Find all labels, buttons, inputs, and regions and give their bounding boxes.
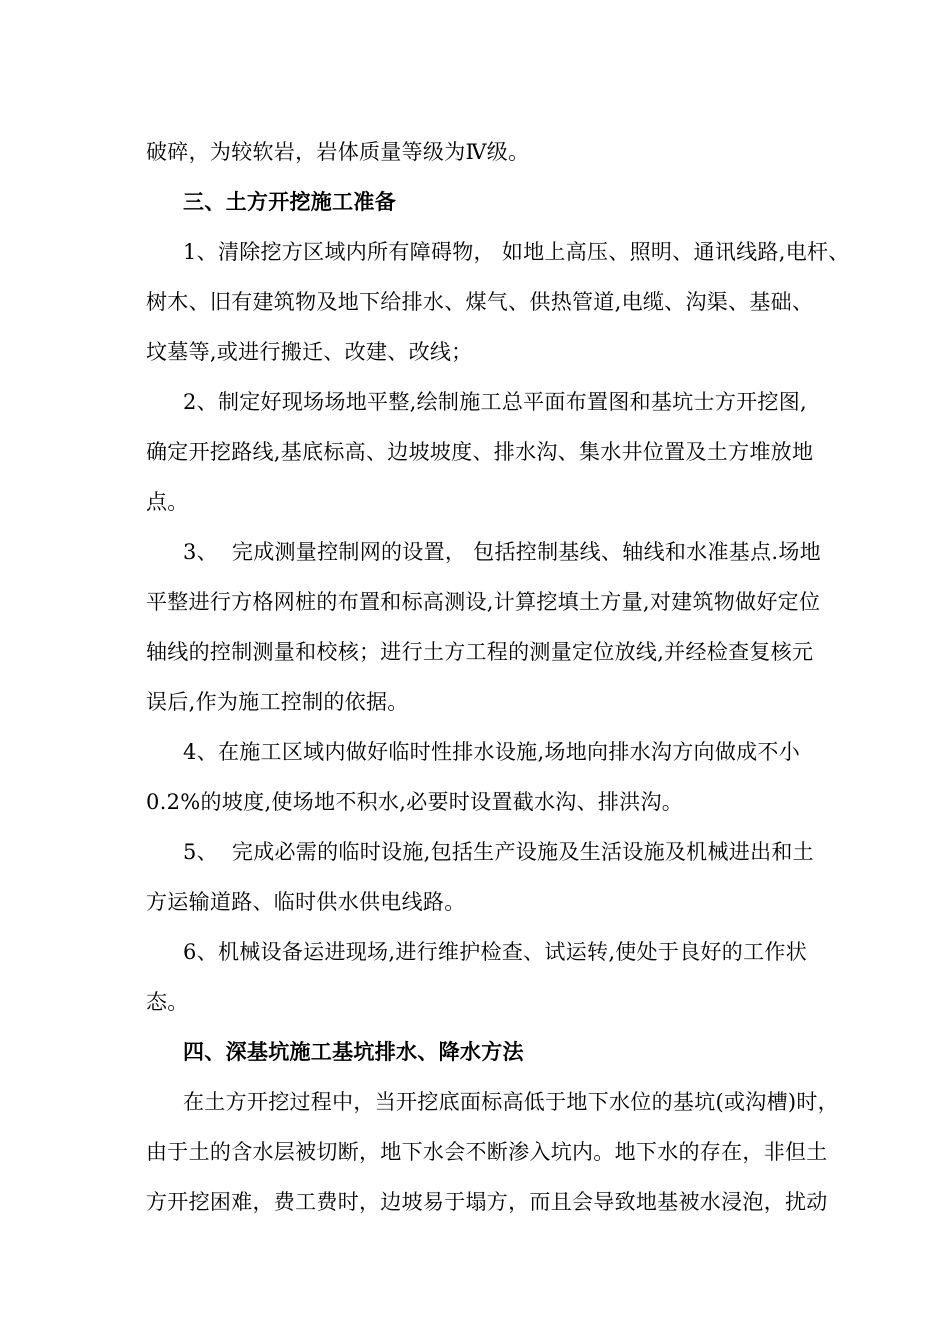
section-heading: 三、土方开挖施工准备 <box>183 190 396 214</box>
text-line: 3、 完成测量控制网的设置， 包括控制基线、轴线和水准基点.场地 <box>183 540 821 564</box>
section-heading: 四、深基坑施工基坑排水、降水方法 <box>183 1040 524 1064</box>
text-line: 点。 <box>146 490 189 514</box>
text-line: 由于土的含水层被切断，地下水会不断渗入坑内。地下水的存在，非但土 <box>146 1140 828 1164</box>
text-line: 在土方开挖过程中，当开挖底面标高低于地下水位的基坑(或沟槽)时， <box>183 1090 839 1114</box>
text-line: 方开挖困难，费工费时，边坡易于塌方，而且会导致地基被水浸泡，扰动 <box>146 1190 828 1214</box>
text-line: 6、机械设备运进现场,进行维护检查、试运转,使处于良好的工作状 <box>183 940 808 964</box>
text-line: 1、清除挖方区域内所有障碍物， 如地上高压、照明、通讯线路,电杆、 <box>183 240 850 264</box>
text-line: 确定开挖路线,基底标高、边坡坡度、排水沟、集水井位置及土方堆放地 <box>146 440 814 464</box>
text-line: 平整进行方格网桩的布置和标高测设,计算挖填土方量,对建筑物做好定位 <box>146 590 821 614</box>
text-line: 态。 <box>146 990 189 1014</box>
text-line: 方运输道路、临时供水供电线路。 <box>146 890 466 914</box>
text-line: 0.2%的坡度,使场地不积水,必要时设置截水沟、排洪沟。 <box>146 790 684 814</box>
text-line: 4、在施工区域内做好临时性排水设施,场地向排水沟方向做成不小 <box>183 740 801 764</box>
text-line: 破碎，为较软岩，岩体质量等级为Ⅳ级。 <box>146 140 530 164</box>
text-line: 坟墓等,或进行搬迁、改建、改线； <box>146 340 473 364</box>
text-line: 5、 完成必需的临时设施,包括生产设施及生活设施及机械进出和土 <box>183 840 814 864</box>
text-line: 树木、旧有建筑物及地下给排水、煤气、供热管道,电缆、沟渠、基础、 <box>146 290 814 314</box>
text-line: 轴线的控制测量和校核；进行土方工程的测量定位放线,并经检查复核元 <box>146 640 814 664</box>
text-line: 误后,作为施工控制的依据。 <box>146 690 409 714</box>
text-line: 2、制定好现场场地平整,绘制施工总平面布置图和基坑士方开挖图, <box>183 390 808 414</box>
document-body <box>146 134 880 1234</box>
